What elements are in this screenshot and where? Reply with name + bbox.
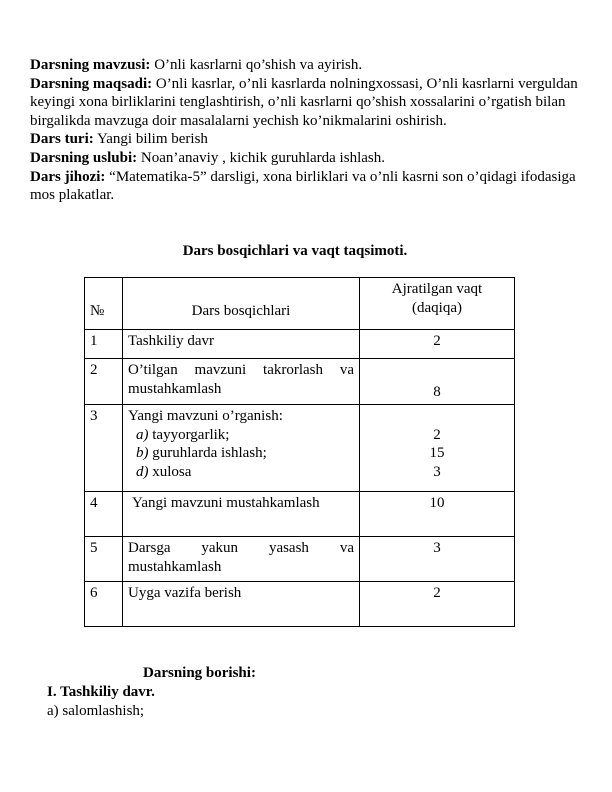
method-label: Darsning uslubi:: [30, 149, 138, 166]
subitem-marker: d): [136, 463, 149, 480]
lesson-equipment: [30, 168, 590, 205]
type-label: Dars turi:: [30, 131, 94, 148]
goal-value: O’nli kasrlar, o’nli kasrlarda nolningxossasi, O’nli kasrlarni verguldan keyingi xona birliklarini tenglashtirish, o’nli kasrlarni qo’shish xossalarini o’rgatish bilan birgalikda mavzuga doir masalalarni yechish ko’nikmalarini oshirish.: [30, 75, 578, 129]
subitem-text: xulosa: [148, 463, 192, 480]
equipment-value: “Matematika-5” darsligi, xona birliklari va o’nli kasrni son o’qidagi ifodasiga mos plakatlar.: [30, 168, 576, 204]
subitem-text: tayyorgarlik;: [148, 426, 230, 443]
subitem: [128, 444, 354, 463]
lesson-method: [30, 149, 590, 168]
table-row: [85, 330, 515, 359]
lesson-type: [30, 130, 590, 149]
row-num: 2: [85, 359, 123, 405]
row-num: 6: [85, 582, 123, 627]
course-title: Darsning borishi:: [143, 665, 256, 681]
table-row: [85, 359, 515, 405]
row-time: [360, 405, 515, 492]
topic-label: Darsning mavzusi:: [30, 57, 151, 73]
subitem: [128, 426, 354, 445]
topic-value: O’nli kasrlarni qo’shish va ayirish.: [150, 57, 363, 73]
subitem-time: 15: [429, 445, 445, 462]
method-value: Noan’anaviy , kichik guruhlarda ishlash.: [137, 149, 385, 166]
subitem-time: 2: [433, 426, 441, 443]
row-time: 3: [360, 537, 515, 582]
row-num: 4: [85, 492, 123, 537]
subitem-text: guruhlarda ishlash;: [148, 445, 267, 462]
table-row: [85, 582, 515, 627]
section-heading: I. Tashkiliy davr.: [47, 684, 155, 700]
row-num: 3: [85, 405, 123, 492]
row-stage-title: Yangi mavzuni o’rganish:: [128, 408, 283, 424]
lesson-goal: [30, 75, 590, 131]
lesson-info: [30, 56, 590, 205]
row-time: 8: [360, 359, 515, 405]
row-stage: Yangi mavzuni mustahkamlash: [123, 492, 360, 537]
subitem-marker: a): [136, 426, 149, 443]
list-item: a) salomlashish;: [47, 703, 145, 719]
header-time-line1: Ajratilgan vaqt: [391, 281, 483, 297]
row-num: 1: [85, 330, 123, 359]
table-row: [85, 405, 515, 492]
header-stage: Dars bosqichlari: [123, 278, 360, 330]
lesson-topic: [30, 56, 590, 75]
table-header-row: [85, 278, 515, 330]
row-stage: Tashkiliy davr: [123, 330, 360, 359]
row-stage: Darsga yakun yasash va mustahkamlash: [123, 537, 360, 582]
table-row: [85, 537, 515, 582]
header-time-line2: (daqiqa): [412, 299, 462, 316]
type-value: Yangi bilim berish: [93, 131, 208, 148]
table-row: [85, 492, 515, 537]
header-num: №: [85, 278, 123, 330]
row-time: 10: [360, 492, 515, 537]
section-title: Dars bosqichlari va vaqt taqsimoti.: [182, 243, 408, 259]
row-time: 2: [360, 582, 515, 627]
header-time: [360, 278, 515, 330]
subitem: [128, 463, 354, 482]
subitem-marker: b): [136, 445, 149, 462]
row-time: 2: [360, 330, 515, 359]
row-stage: Uyga vazifa berish: [123, 582, 360, 627]
subitem-time: 3: [433, 463, 441, 480]
goal-label: Darsning maqsadi:: [30, 75, 153, 92]
equipment-label: Dars jihozi:: [30, 168, 106, 185]
row-stage: O’tilgan mavzuni takrorlash va mustahkamlash: [123, 359, 360, 405]
lesson-stages-table: [84, 277, 515, 627]
row-num: 5: [85, 537, 123, 582]
row-stage: [123, 405, 360, 492]
